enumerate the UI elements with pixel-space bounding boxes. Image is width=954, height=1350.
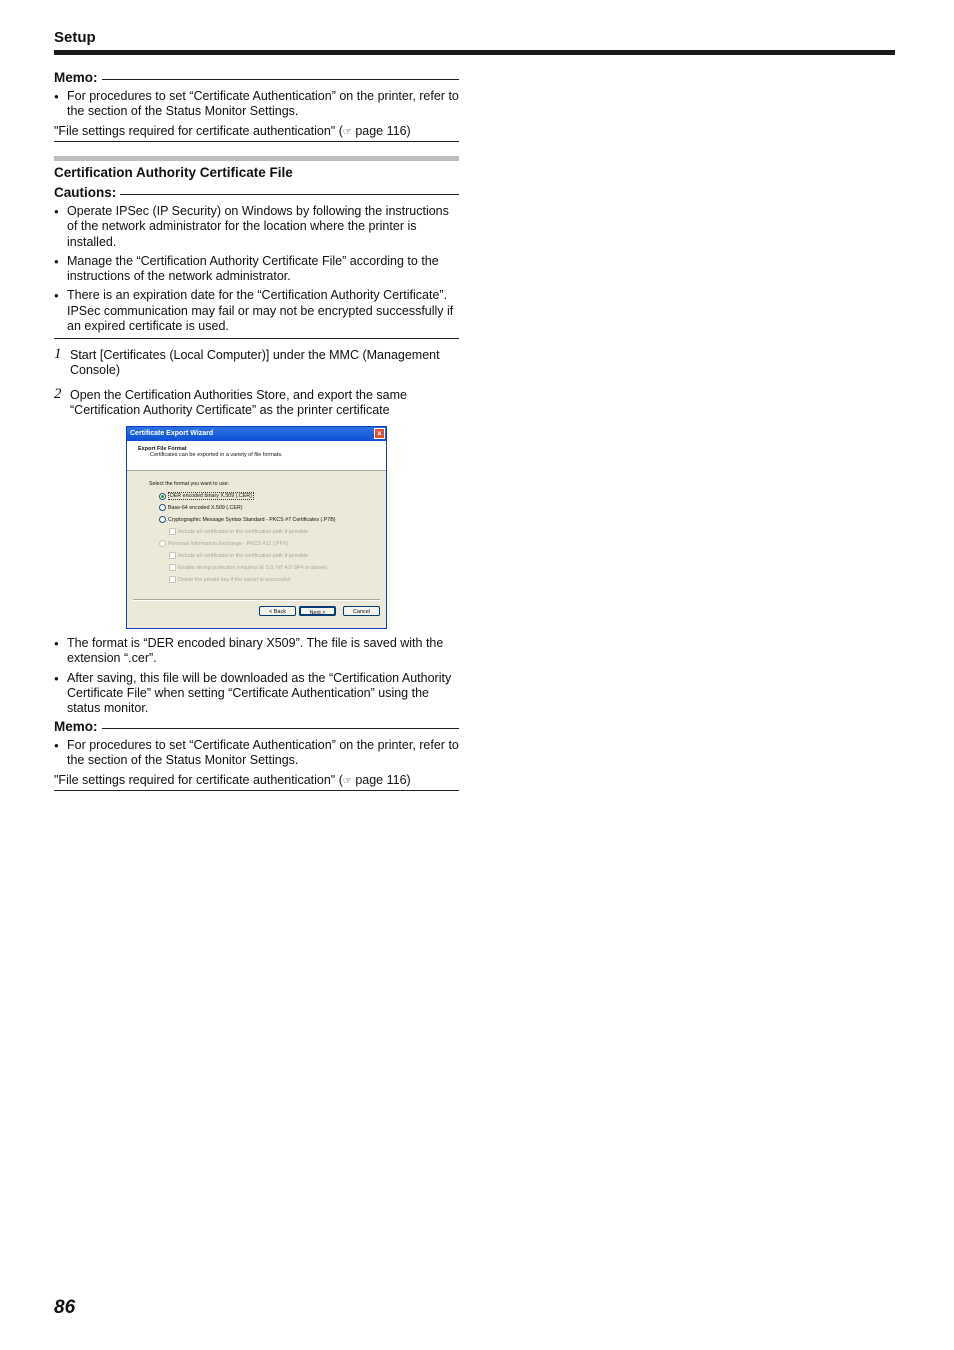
- section-title: Certification Authority Certificate File: [54, 165, 293, 180]
- cancel-button[interactable]: Cancel: [343, 606, 380, 616]
- option-include-path-pfx[interactable]: Include all certificates in the certification path if possible: [169, 552, 308, 559]
- note-bullet: ● The format is “DER encoded binary X509”. The file is saved with the extension “.cer”.: [54, 636, 459, 667]
- option-pfx[interactable]: Personal Information Exchange - PKCS #12 (.PFX): [159, 540, 288, 547]
- option-strong-protection[interactable]: Enable strong protection (requires IE 5.0, NT 4.0 SP4 or above): [169, 564, 327, 571]
- caution-bullet: ● Operate IPSec (IP Security) on Windows by following the instructions of the network administrator for the location where the printer is installed.: [54, 204, 459, 250]
- memo-end-rule: [54, 141, 459, 142]
- memo-heading: [54, 719, 459, 735]
- next-button[interactable]: Next >: [299, 606, 336, 616]
- memo-reference[interactable]: "File settings required for certificate authentication" (☞ page 116): [54, 773, 459, 789]
- radio-icon[interactable]: [159, 504, 166, 511]
- dialog-separator: [133, 599, 380, 601]
- section-heading: [54, 156, 459, 180]
- radio-icon[interactable]: [159, 516, 166, 523]
- cautions-label: Cautions:: [54, 185, 117, 201]
- dialog-title: Certificate Export Wizard: [130, 430, 214, 437]
- caution-bullet: ● There is an expiration date for the “Certification Authority Certificate”. IPSec communication may fail or may not be encrypted successfully if an expired certificate is used.: [54, 288, 459, 334]
- memo-label: Memo:: [54, 70, 98, 86]
- checkbox-icon[interactable]: [169, 564, 176, 571]
- memo-reference[interactable]: "File settings required for certificate authentication" (☞ page 116): [54, 124, 459, 140]
- step-text: Open the Certification Authorities Store, and export the same “Certification Authority Certificate” as the printer certificate: [70, 388, 407, 418]
- memo-bullet: ● For procedures to set “Certificate Authentication” on the printer, refer to the section of the Status Monitor Settings.: [54, 89, 459, 120]
- cautions-heading: [54, 185, 459, 201]
- radio-selected-icon[interactable]: [159, 493, 166, 500]
- step-text: Start [Certificates (Local Computer)] under the MMC (Management Console): [70, 348, 440, 378]
- section-bar: [54, 156, 459, 161]
- cautions-box: [54, 185, 459, 339]
- dialog-header: [127, 441, 386, 471]
- memo-box: [54, 70, 459, 142]
- step-number: 1: [54, 346, 62, 362]
- close-icon[interactable]: ×: [374, 428, 385, 439]
- page-ref-icon: ☞: [342, 775, 352, 787]
- dialog-titlebar: [127, 427, 386, 441]
- dialog-header-title: Export File Format: [138, 446, 187, 452]
- step-1: [54, 348, 459, 379]
- cautions-end-rule: [54, 338, 459, 339]
- checkbox-icon[interactable]: [169, 528, 176, 535]
- option-der[interactable]: DER encoded binary X.509 (.CER): [159, 492, 254, 500]
- step-2: [54, 388, 459, 419]
- option-include-path-p7b[interactable]: Include all certificates in the certification path if possible: [169, 528, 308, 535]
- step-number: 2: [54, 386, 62, 402]
- page-section-title: Setup: [54, 29, 96, 46]
- option-delete-key[interactable]: Delete the private key if the export is successful: [169, 576, 290, 583]
- option-pkcs7[interactable]: Cryptographic Message Syntax Standard - PKCS #7 Certificates (.P7B): [159, 516, 336, 523]
- memo-bullet: ● For procedures to set “Certificate Authentication” on the printer, refer to the section of the Status Monitor Settings.: [54, 738, 459, 769]
- dialog-header-subtitle: Certificates can be exported in a variety of file formats.: [150, 452, 283, 458]
- checkbox-icon[interactable]: [169, 552, 176, 559]
- certificate-export-wizard-screenshot: [126, 426, 387, 629]
- note-bullet: ● After saving, this file will be downloaded as the “Certification Authority Certificate File” when setting “Certificate Authentication” using the status monitor.: [54, 671, 459, 717]
- radio-disabled-icon[interactable]: [159, 540, 166, 547]
- page-number: 86: [54, 1297, 76, 1318]
- memo-heading: [54, 70, 459, 86]
- memo-box: [54, 719, 459, 791]
- checkbox-icon[interactable]: [169, 576, 176, 583]
- back-button[interactable]: < Back: [259, 606, 296, 616]
- header-rule: [54, 50, 895, 55]
- caution-bullet: ● Manage the “Certification Authority Certificate File” according to the instructions of the network administrator.: [54, 254, 459, 285]
- page-ref-icon: ☞: [342, 126, 352, 138]
- memo-label: Memo:: [54, 719, 98, 735]
- format-notes: [54, 636, 459, 716]
- memo-end-rule: [54, 790, 459, 791]
- format-prompt: Select the format you want to use:: [149, 481, 230, 487]
- option-base64[interactable]: Base-64 encoded X.509 (.CER): [159, 504, 243, 511]
